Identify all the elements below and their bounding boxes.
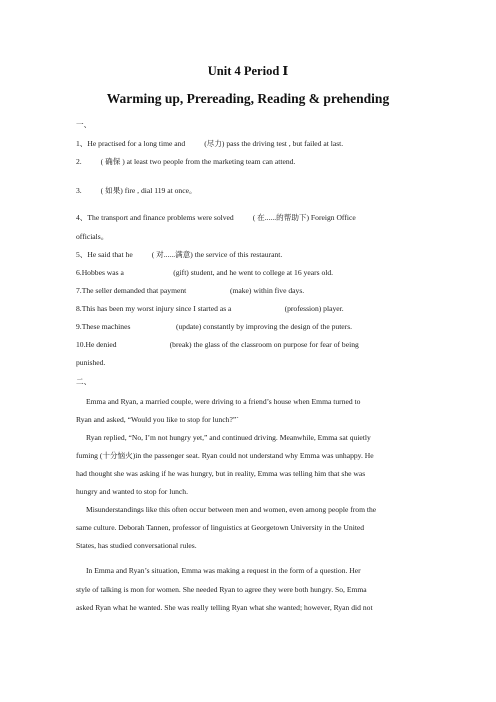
passage-line: same culture. Deborah Tannen, professor of linguistics at Georgetown University in the United [76,523,365,532]
section-heading: 二、 [76,377,92,386]
exercise-line: punished. [76,358,106,367]
exercise-line: 2. ( 确保 ) at least two people from the marketing team can attend. [76,157,296,166]
exercise-line: 9.These machines (update) constantly by improving the design of the puters. [76,322,353,331]
exercise-line: 4、The transport and finance problems were solved ( 在......的帮助下) Foreign Office [76,213,356,222]
exercise-line: officials。 [76,232,109,241]
exercise-line: 6.Hobbes was a (gift) student, and he went to college at 16 years old. [76,268,334,277]
exercise-line: 10.He denied (break) the glass of the classroom on purpose for fear of being [76,340,359,349]
exercise-line: 3. ( 如果) fire , dial 119 at once。 [76,186,197,195]
passage-line: had thought she was asking if he was hungry, but in reality, Emma was telling him that she was [76,469,366,478]
exercise-line: 1、He practised for a long time and (尽力) pass the driving test , but failed at last. [76,139,344,148]
passage-line: Misunderstandings like this often occur between men and women, even among people from the [86,505,377,514]
passage-line: States, has studied conversational rules. [76,541,197,550]
exercise-line: 5、He said that he ( 对......满意) the service of this restaurant. [76,250,283,259]
passage-line: Ryan replied, “No, I’m not hungry yet,” and continued driving. Meanwhile, Emma sat quietly [86,433,371,442]
passage-line: In Emma and Ryan’s situation, Emma was making a request in the form of a question. Her [86,566,361,575]
page-title: Unit 4 Period Ⅰ [207,64,289,78]
passage-line: Emma and Ryan, a married couple, were driving to a friend’s house when Emma turned to [86,397,361,406]
passage-line: style of talking is mon for women. She needed Ryan to agree they were both hungry. So, Emma [76,585,367,594]
passage-line: Ryan and asked, “Would you like to stop for lunch?”` [76,415,239,424]
passage-line: asked Ryan what he wanted. She was really telling Ryan what she wanted; however, Ryan did not [76,603,373,612]
page-subtitle: Warming up, Prereading, Reading & prehending [106,91,390,106]
passage-line: hungry and wanted to stop for lunch. [76,487,188,496]
exercise-line: 8.This has been my worst injury since I started as a (profession) player. [76,304,344,313]
section-heading: 一、 [76,120,92,129]
passage-line: fuming (十分恼火)in the passenger seat. Ryan could not understand why Emma was unhappy. He [76,451,374,460]
exercise-line: 7.The seller demanded that payment (make) within five days. [76,286,305,295]
